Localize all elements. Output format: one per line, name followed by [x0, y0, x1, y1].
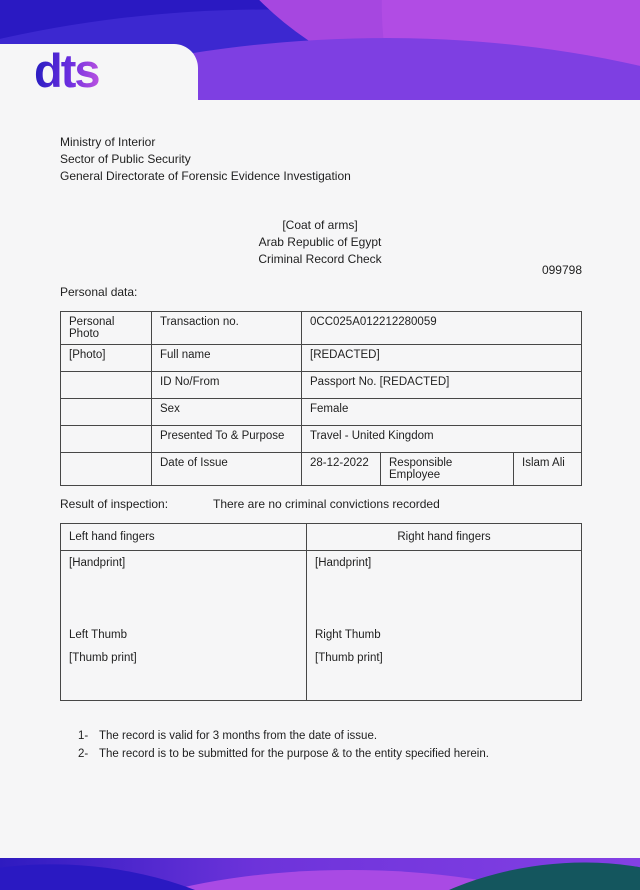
photo-column-cell — [61, 426, 152, 453]
fingerprints-header-row — [61, 524, 582, 551]
left-thumb-print-placeholder: [Thumb print] — [69, 652, 137, 664]
field-value: 0CC025A012212280059 — [302, 312, 582, 345]
issuing-agency-block — [60, 134, 351, 185]
field-value: Passport No. [REDACTED] — [302, 372, 582, 399]
fingerprints-body-row — [61, 551, 582, 701]
photo-column-cell — [61, 399, 152, 426]
left-thumb-label: Left Thumb — [69, 629, 127, 641]
photo-column-header: Personal Photo — [61, 312, 152, 345]
country-name: Arab Republic of Egypt — [258, 235, 382, 249]
table-row — [61, 372, 582, 399]
inspection-result-value: There are no criminal convictions recorded — [213, 497, 440, 511]
left-hand-header: Left hand fingers — [61, 524, 307, 551]
table-row — [61, 399, 582, 426]
personal-data-section-label: Personal data: — [60, 285, 138, 299]
fingerprints-table — [60, 523, 582, 701]
footnote-1 — [78, 727, 489, 745]
footnote-1-text: The record is valid for 3 months from the date of issue. — [99, 730, 378, 742]
right-hand-header: Right hand fingers — [307, 524, 582, 551]
left-hand-cell — [61, 551, 307, 701]
right-hand-cell — [307, 551, 582, 701]
field-label: ID No/From — [152, 372, 302, 399]
right-thumb-print-placeholder: [Thumb print] — [315, 652, 383, 664]
agency-line-2: Sector of Public Security — [60, 152, 191, 166]
footnote-2 — [78, 745, 489, 763]
field-value: Travel - United Kingdom — [302, 426, 582, 453]
field-value: Female — [302, 399, 582, 426]
footer-wave-banner — [0, 858, 640, 890]
footnotes — [78, 727, 489, 763]
left-handprint-placeholder: [Handprint] — [69, 557, 126, 569]
table-row — [61, 312, 582, 345]
field-label: Full name — [152, 345, 302, 372]
agency-line-1: Ministry of Interior — [60, 135, 156, 149]
dts-logo: dts — [34, 42, 99, 100]
responsible-employee-label: Responsible Employee — [381, 453, 514, 486]
footnote-2-number: 2- — [78, 748, 89, 760]
header-wave-banner — [0, 0, 640, 100]
footnote-1-number: 1- — [78, 730, 89, 742]
field-label: Transaction no. — [152, 312, 302, 345]
document-title-block — [0, 217, 640, 268]
responsible-employee-name: Islam Ali — [514, 453, 582, 486]
personal-data-table — [60, 311, 582, 486]
coat-of-arms-placeholder: [Coat of arms] — [282, 218, 358, 232]
serial-number: 099798 — [541, 263, 582, 277]
logo-container — [0, 44, 198, 100]
field-value: [REDACTED] — [302, 345, 582, 372]
photo-placeholder: [Photo] — [61, 345, 152, 372]
inspection-result-label: Result of inspection: — [60, 497, 169, 511]
field-label: Date of Issue — [152, 453, 302, 486]
issue-date-value: 28-12-2022 — [302, 453, 381, 486]
right-handprint-placeholder: [Handprint] — [315, 557, 372, 569]
photo-column-cell — [61, 453, 152, 486]
footnote-2-text: The record is to be submitted for the purpose & to the entity specified herein. — [99, 748, 489, 760]
table-row — [61, 426, 582, 453]
right-thumb-label: Right Thumb — [315, 629, 381, 641]
field-label: Sex — [152, 399, 302, 426]
agency-line-3: General Directorate of Forensic Evidence Investigation — [60, 169, 351, 183]
document-title: Criminal Record Check — [258, 252, 382, 266]
photo-column-cell — [61, 372, 152, 399]
table-row — [61, 453, 582, 486]
table-row — [61, 345, 582, 372]
field-label: Presented To & Purpose — [152, 426, 302, 453]
